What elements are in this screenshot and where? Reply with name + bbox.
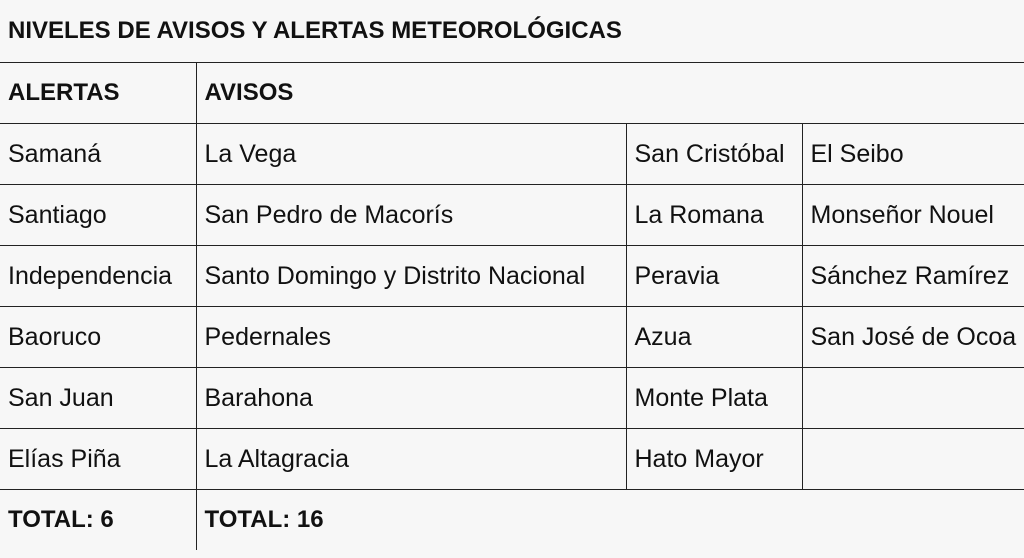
aviso-cell: Sánchez Ramírez (802, 246, 1024, 307)
avisos-header: AVISOS (196, 63, 1024, 124)
aviso-cell: Monte Plata (626, 368, 802, 429)
table-row (0, 124, 1024, 185)
alerta-cell: Santiago (0, 185, 196, 246)
header-row (0, 63, 1024, 124)
aviso-cell: Santo Domingo y Distrito Nacional (196, 246, 626, 307)
aviso-cell: Hato Mayor (626, 429, 802, 490)
table-title: NIVELES DE AVISOS Y ALERTAS METEOROLÓGICAS (0, 0, 1024, 63)
title-row (0, 0, 1024, 63)
aviso-cell: La Vega (196, 124, 626, 185)
alerta-cell: San Juan (0, 368, 196, 429)
aviso-cell: Monseñor Nouel (802, 185, 1024, 246)
table-row (0, 429, 1024, 490)
table-row (0, 307, 1024, 368)
totals-row (0, 490, 1024, 551)
aviso-cell (802, 368, 1024, 429)
aviso-cell: San Cristóbal (626, 124, 802, 185)
table-row (0, 368, 1024, 429)
aviso-cell: Barahona (196, 368, 626, 429)
table-row (0, 185, 1024, 246)
aviso-cell: El Seibo (802, 124, 1024, 185)
alerta-cell: Independencia (0, 246, 196, 307)
avisos-total: TOTAL: 16 (196, 490, 1024, 551)
alerta-cell: Baoruco (0, 307, 196, 368)
aviso-cell: La Romana (626, 185, 802, 246)
aviso-cell: La Altagracia (196, 429, 626, 490)
aviso-cell: San Pedro de Macorís (196, 185, 626, 246)
aviso-cell: San José de Ocoa (802, 307, 1024, 368)
aviso-cell: Pedernales (196, 307, 626, 368)
alerta-cell: Elías Piña (0, 429, 196, 490)
aviso-cell: Azua (626, 307, 802, 368)
alertas-header: ALERTAS (0, 63, 196, 124)
aviso-cell (802, 429, 1024, 490)
alertas-total: TOTAL: 6 (0, 490, 196, 551)
table-row (0, 246, 1024, 307)
aviso-cell: Peravia (626, 246, 802, 307)
alerta-cell: Samaná (0, 124, 196, 185)
